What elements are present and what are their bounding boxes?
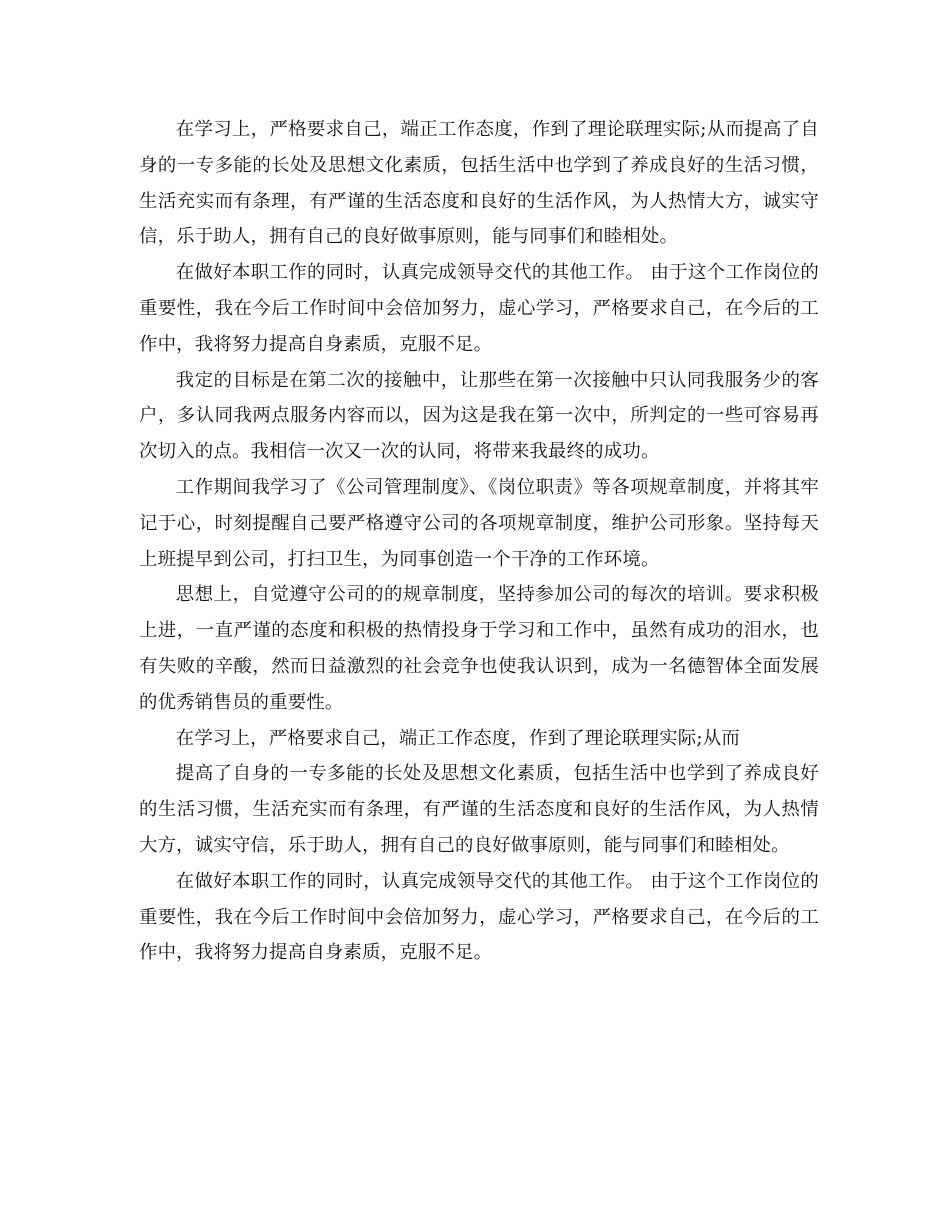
document-body (139, 112, 819, 971)
paragraph-study-attitude: 在学习上，严格要求自己，端正工作态度，作到了理论联理实际;从而提高了自身的一专多能的长处及思想文化素质，包括生活中也学到了养成良好的生活习惯，生活充实而有条理，有严谨的生活态度和良好的生活作风，为人热情大方，诚实守信，乐于助人，拥有自己的良好做事原则，能与同事们和睦相处。 (139, 119, 819, 248)
paragraph-ideology: 思想上，自觉遵守公司的的规章制度，坚持参加公司的每次的培训。要求积极上进，一直严谨的态度和积极的热情投身于学习和工作中，虽然有成功的泪水，也有失败的辛酸，然而日益激烈的社会竞争也使我认识到，成为一名德智体全面发展的优秀销售员的重要性。 (139, 584, 819, 713)
paragraph-self-improvement: 提高了自身的一专多能的长处及思想文化素质，包括生活中也学到了养成良好的生活习惯，生活充实而有条理，有严谨的生活态度和良好的生活作风，为人热情大方，诚实守信，乐于助人，拥有自己的良好做事原则，能与同事们和睦相处。 (139, 763, 819, 856)
paragraph-other-work: 在做好本职工作的同时，认真完成领导交代的其他工作。 由于这个工作岗位的重要性，我在今后工作时间中会倍加努力，虚心学习，严格要求自己，在今后的工作中，我将努力提高自身素质，克服不足。 (139, 262, 819, 355)
paragraph-customer-goal: 我定的目标是在第二次的接触中，让那些在第一次接触中只认同我服务少的客户，多认同我两点服务内容而以，因为这是我在第一次中，所判定的一些可容易再次切入的点。我相信一次又一次的认同，将带来我最终的成功。 (139, 369, 819, 463)
paragraph-study-attitude-repeat: 在学习上，严格要求自己，端正工作态度，作到了理论联理实际;从而 (175, 727, 740, 749)
paragraph-other-work-repeat: 在做好本职工作的同时，认真完成领导交代的其他工作。 由于这个工作岗位的重要性，我在今后工作时间中会倍加努力，虚心学习，严格要求自己，在今后的工作中，我将努力提高自身素质，克服不足。 (139, 870, 819, 964)
paragraph-company-rules: 工作期间我学习了《公司管理制度》、《岗位职责》等各项规章制度，并将其牢记于心，时刻提醒自己要严格遵守公司的各项规章制度，维护公司形象。坚持每天上班提早到公司，打扫卫生，为同事创造一个干净的工作环境。 (139, 476, 819, 570)
